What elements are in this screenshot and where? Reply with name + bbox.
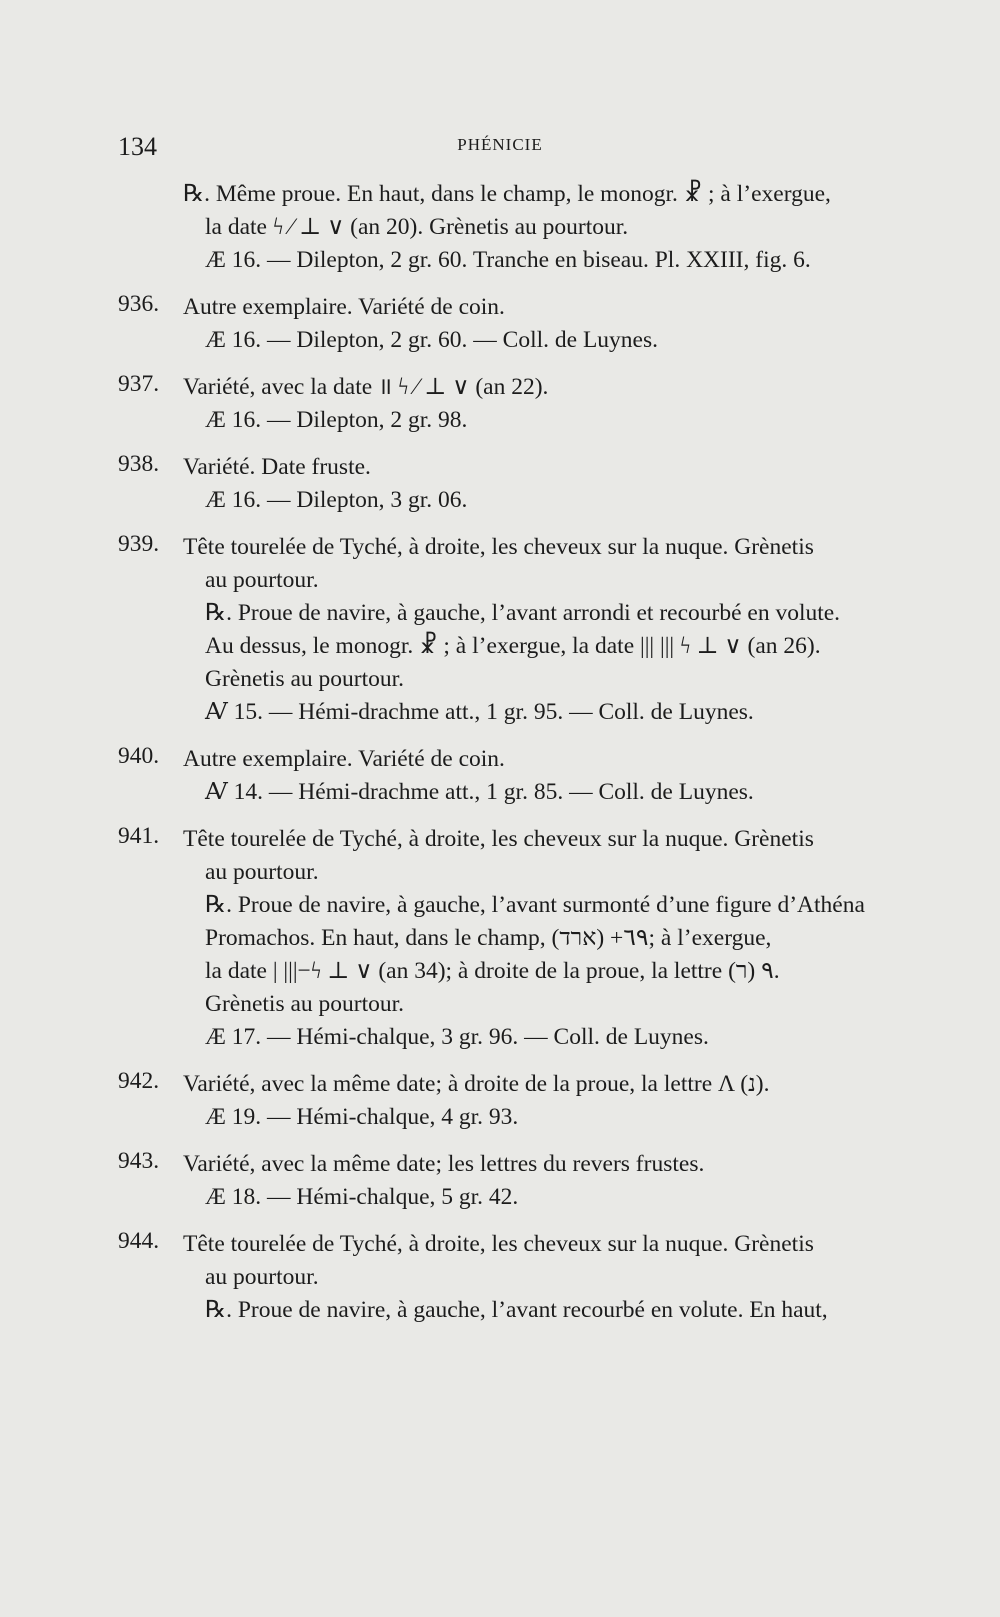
entry-944: [118, 1228, 918, 1327]
entry-number: 942.: [118, 1068, 160, 1094]
entry-number: 938.: [118, 451, 160, 477]
text-line: Tête tourelée de Tyché, à droite, les cheveux sur la nuque. Grènetis: [183, 534, 814, 560]
entry-940: [118, 743, 918, 809]
text-line: Variété, avec la date ॥ ϟ ⁄ ⊥ ∨ (an 22).: [183, 374, 549, 400]
text-line: ℞. Proue de navire, à gauche, l’avant recourbé en volute. En haut,: [205, 1297, 828, 1323]
entry-941: [118, 823, 918, 1054]
page-number: 134: [118, 132, 157, 161]
text-line: Autre exemplaire. Variété de coin.: [183, 294, 505, 320]
text-line: Tête tourelée de Tyché, à droite, les cheveux sur la nuque. Grènetis: [183, 826, 814, 852]
text-line: Æ 16. — Dilepton, 2 gr. 98.: [205, 407, 468, 433]
text-line: ℞. Proue de navire, à gauche, l’avant surmonté d’une figure d’Athéna: [205, 892, 865, 918]
running-head: PHÉNICIE: [457, 135, 543, 154]
entry-number: 940.: [118, 743, 160, 769]
text-line: Æ 16. — Dilepton, 3 gr. 06.: [205, 487, 468, 513]
text-line: Grènetis au pourtour.: [205, 991, 405, 1017]
entry-939: [118, 531, 918, 729]
text-line: Variété, avec la même date; les lettres du revers frustes.: [183, 1151, 705, 1177]
entry-number: 936.: [118, 291, 160, 317]
text-line: Variété. Date fruste.: [183, 454, 371, 480]
text-line: au pourtour.: [205, 1264, 319, 1290]
entry-number: 943.: [118, 1148, 160, 1174]
text-line: Autre exemplaire. Variété de coin.: [183, 746, 505, 772]
text-line: Variété, avec la même date; à droite de la proue, la lettre Λ (נ).: [183, 1071, 770, 1097]
entry-938: [118, 451, 918, 517]
text-line: ℞. Même proue. En haut, dans le champ, le monogr. ☧ ; à l’exergue,: [183, 181, 831, 207]
entry-number: 941.: [118, 823, 160, 849]
text-line: ℞. Proue de navire, à gauche, l’avant arrondi et recourbé en volute.: [205, 600, 841, 626]
catalogue-entries: [118, 178, 918, 1341]
text-line: la date | |||−ϟ ⊥ ∨ (an 34); à droite de la proue, la lettre ٩ (ר).: [205, 958, 780, 984]
text-line: Grènetis au pourtour.: [205, 666, 405, 692]
text-line: Æ 16. — Dilepton, 2 gr. 60. — Coll. de Luynes.: [205, 327, 659, 353]
text-line: au pourtour.: [205, 859, 319, 885]
entry-936: [118, 291, 918, 357]
text-line: Æ 17. — Hémi-chalque, 3 gr. 96. — Coll. de Luynes.: [205, 1024, 709, 1050]
entry-number: 939.: [118, 531, 160, 557]
entry-number: 937.: [118, 371, 160, 397]
entry-935-continued: [118, 178, 918, 277]
text-line: Promachos. En haut, dans le champ, ٦٩+ (ארד); à l’exergue,: [205, 925, 772, 951]
text-line: Æ 19. — Hémi-chalque, 4 gr. 93.: [205, 1104, 519, 1130]
text-line: Æ 16. — Dilepton, 2 gr. 60. Tranche en biseau. Pl. XXIII, fig. 6.: [205, 247, 811, 273]
text-line: au pourtour.: [205, 567, 319, 593]
text-line: Au dessus, le monogr. ☧ ; à l’exergue, la date ||| ||| ϟ ⊥ ∨ (an 26).: [205, 633, 821, 659]
text-line: Ꜹ 15. — Hémi-drachme att., 1 gr. 95. — Coll. de Luynes.: [205, 699, 754, 725]
entry-number: 944.: [118, 1228, 160, 1254]
entry-942: [118, 1068, 918, 1134]
text-line: Tête tourelée de Tyché, à droite, les cheveux sur la nuque. Grènetis: [183, 1231, 814, 1257]
entry-943: [118, 1148, 918, 1214]
text-line: Æ 18. — Hémi-chalque, 5 gr. 42.: [205, 1184, 519, 1210]
entry-937: [118, 371, 918, 437]
text-line: la date ϟ ⁄ ⊥ ∨ (an 20). Grènetis au pourtour.: [205, 214, 629, 240]
text-line: Ꜹ 14. — Hémi-drachme att., 1 gr. 85. — Coll. de Luynes.: [205, 779, 754, 805]
